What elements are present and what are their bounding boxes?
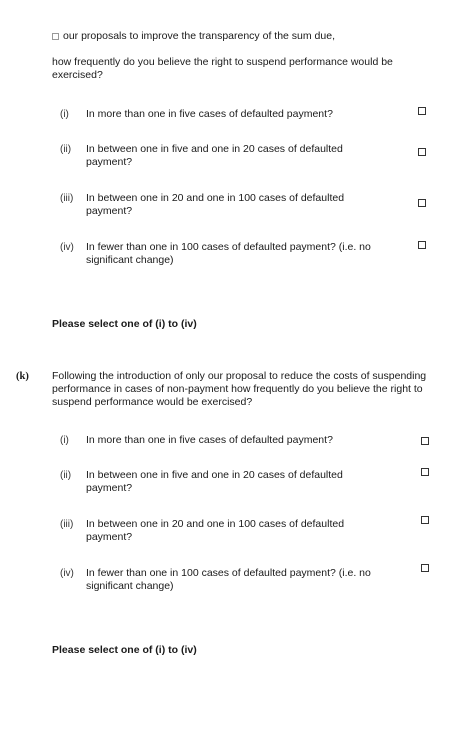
checkbox[interactable]: [421, 516, 429, 524]
option-text: In fewer than one in 100 cases of defaulted payment? (i.e. no significant change): [86, 241, 371, 266]
question-k: Following the introduction of only our proposal to reduce the costs of suspending performance in cases of non-payment how frequently do you believe the right to suspend performance would be exercised?: [52, 370, 427, 408]
instruction-j: Please select one of (i) to (iv): [52, 318, 197, 330]
instruction-k: Please select one of (i) to (iv): [52, 644, 197, 656]
small-checkbox-icon: [52, 33, 59, 40]
checkbox[interactable]: [418, 148, 426, 156]
option-number: (iv): [60, 568, 74, 579]
intro-line-text: our proposals to improve the transparency of the sum due,: [63, 30, 335, 42]
option-text: In more than one in five cases of defaulted payment?: [86, 108, 333, 120]
question-j: how frequently do you believe the right to suspend performance would be exercised?: [52, 56, 393, 81]
option-number: (iv): [60, 242, 74, 253]
intro-line: [52, 30, 335, 43]
option-number: (iii): [60, 193, 74, 204]
checkbox[interactable]: [418, 241, 426, 249]
section-label-k: (k): [16, 371, 29, 382]
option-text: In between one in five and one in 20 cases of defaulted payment?: [86, 143, 343, 168]
option-text: In between one in five and one in 20 cases of defaulted payment?: [86, 469, 343, 494]
checkbox[interactable]: [418, 107, 426, 115]
option-text: In between one in 20 and one in 100 cases of defaulted payment?: [86, 518, 345, 543]
option-text: In more than one in five cases of defaulted payment?: [86, 434, 333, 446]
option-number: (ii): [60, 470, 72, 481]
checkbox[interactable]: [421, 437, 429, 445]
option-number: (i): [60, 109, 69, 120]
option-number: (iii): [60, 519, 74, 530]
checkbox[interactable]: [418, 199, 426, 207]
checkbox[interactable]: [421, 468, 429, 476]
option-text: In between one in 20 and one in 100 cases of defaulted payment?: [86, 192, 345, 217]
option-number: (ii): [60, 144, 72, 155]
option-text: In fewer than one in 100 cases of defaulted payment? (i.e. no significant change): [86, 567, 371, 592]
option-number: (i): [60, 435, 69, 446]
checkbox[interactable]: [421, 564, 429, 572]
